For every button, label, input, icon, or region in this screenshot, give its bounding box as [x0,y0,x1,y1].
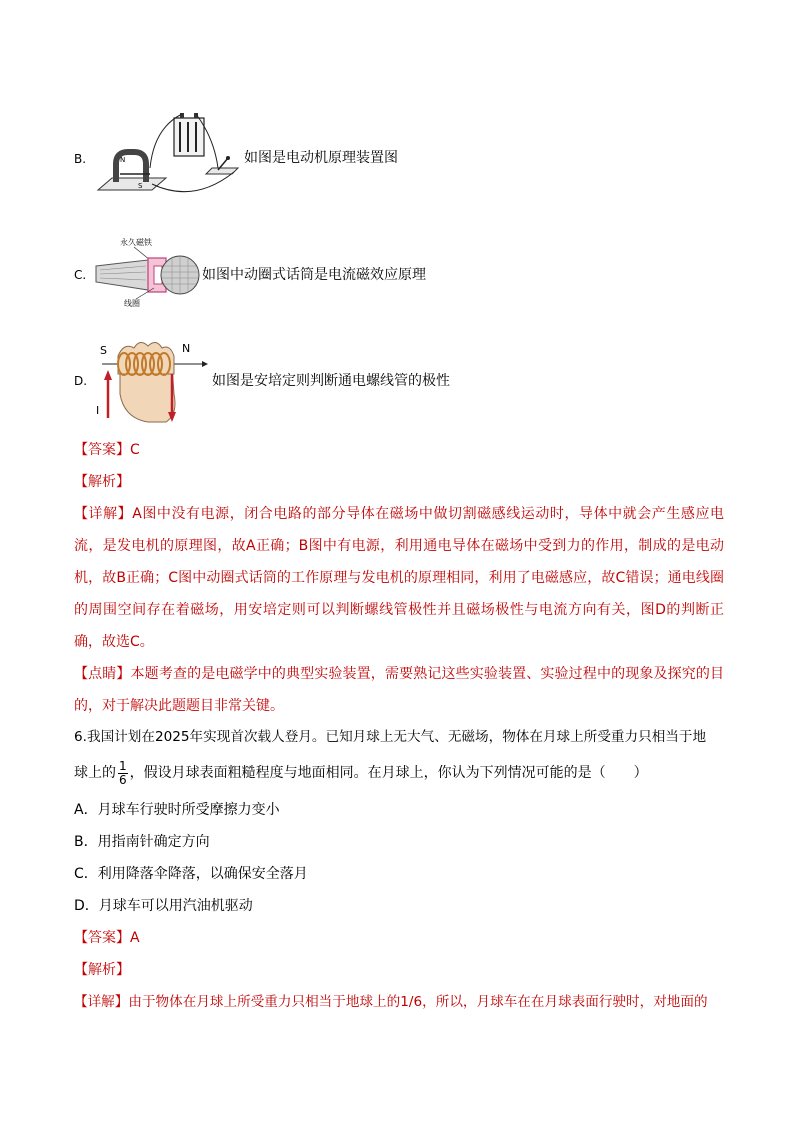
answer-value: A [130,930,140,946]
q6-option-c: C．利用降落伞降落，以确保安全落月 [74,866,308,882]
q5-comment [74,658,724,722]
stem-pre: 球上的 [74,765,116,781]
answer-tag: 【答案】 [74,442,130,458]
q5-answer [74,440,140,460]
microphone-figure [94,236,200,308]
option-b-text: 如图是电动机原理装置图 [244,150,398,166]
detail-tag: 【详解】 [74,994,129,1010]
option-c-text: 如图中动圈式话筒是电流磁效应原理 [202,267,426,283]
q5-analysis-tag: 【解析】 [74,474,130,490]
comment-text: 本题考查的是电磁学中的典型实验装置，需要熟记这些实验装置、实验过程中的现象及探究的目的，对于解决此题题目非常关键。 [74,666,725,714]
frac-numerator: 1 [119,758,127,773]
fig-label-s: S [100,344,107,357]
svg-text:N: N [120,156,126,164]
option-b-label: B. [74,152,87,166]
q6-detail [74,992,708,1012]
detail-text: 由于物体在月球上所受重力只相当于地球上的1/6，所以，月球车在在月球表面行驶时，对地面的 [128,994,708,1010]
fig-label-coil: 线圈 [124,299,140,308]
motor-apparatus-figure [94,108,240,204]
fig-label-permanent-magnet: 永久磁铁 [120,238,152,247]
svg-text:S: S [138,182,143,190]
right-hand-rule-figure [94,334,210,426]
option-d-text: 如图是安培定则判断通电螺线管的极性 [212,373,450,389]
detail-tag: 【详解】 [74,506,133,522]
q6-stem-line1: 6.我国计划在2025年实现首次载人登月。已知月球上无大气、无磁场，物体在月球上所受重力只相当于地 [74,729,707,745]
fraction-one-sixth [118,760,128,787]
stem-post: ，假设月球表面粗糙程度与地面相同。在月球上，你认为下列情况可能的是（ ） [129,765,648,781]
q6-stem-line2 [74,756,648,790]
detail-text: A图中没有电源，闭合电路的部分导体在磁场中做切割磁感线运动时，导体中就会产生感应电流，是发电机的原理图，故A正确；B图中有电源，利用通电导体在磁场中受到力的作用，制成的是电动机，故B正确；C图中动圈式话筒的工作原理与发电机的原理相同，利用了电磁感应，故C错误；通电线圈的周围空间存在着磁场，用安培定则可以判断螺线管极性并且磁场极性与电流方向有关，图D的判断正确，故选C。 [74,506,725,650]
q6-option-b: B．用指南针确定方向 [74,834,210,850]
q6-answer [74,928,140,948]
q6-option-d: D．月球车可以用汽油机驱动 [74,898,253,914]
frac-denominator: 6 [119,772,127,787]
comment-tag: 【点睛】 [74,666,131,682]
fig-label-n: N [182,342,191,355]
q5-detail [74,498,724,658]
answer-tag: 【答案】 [74,930,130,946]
fig-label-current: I [96,404,100,417]
option-c-label: C. [74,268,87,282]
q6-analysis-tag: 【解析】 [74,962,130,978]
option-d-label: D. [74,374,88,388]
q6-option-a: A．月球车行驶时所受摩擦力变小 [74,802,280,818]
answer-value: C [130,442,140,458]
